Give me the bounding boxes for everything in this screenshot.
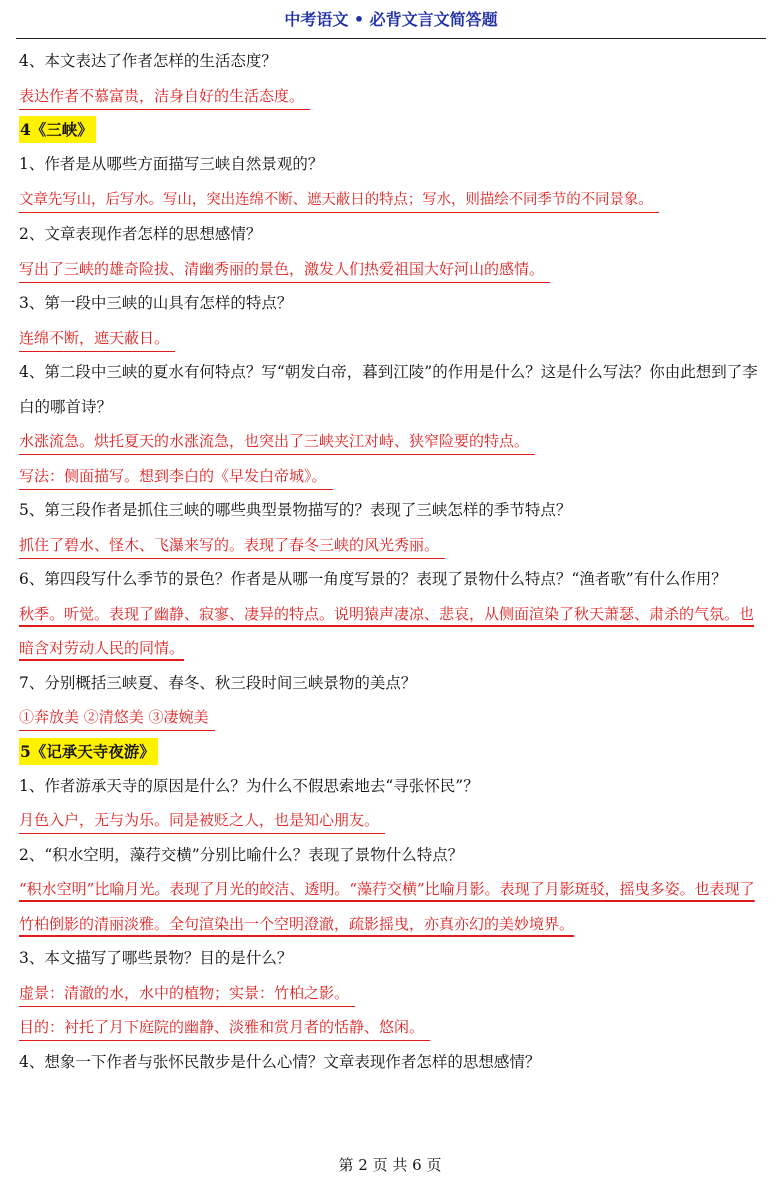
section-title — [19, 113, 767, 147]
header-title: 中考语文 • 必背文言文简答题 — [284, 10, 498, 29]
section-title-text: 5《记承天寺夜游》 — [19, 738, 158, 765]
question: 5、第三段作者是抓住三峡的哪些典型景物描写的？表现了三峡怎样的季节特点？ — [19, 501, 572, 519]
question: 2、文章表现作者怎样的思想感情？ — [19, 225, 262, 243]
answer — [19, 321, 767, 356]
answer-text: 抓住了碧水、怪木、飞瀑来写的。表现了春冬三峡的风光秀丽。 — [19, 536, 445, 559]
answer — [19, 182, 767, 218]
question: 1、作者是从哪些方面描写三峡自然景观的？ — [19, 155, 324, 173]
page-footer — [0, 1154, 780, 1175]
answer — [19, 1010, 767, 1045]
page-header — [16, 0, 766, 39]
question: 4、本文表达了作者怎样的生活态度？ — [19, 52, 277, 70]
section-title — [19, 735, 767, 769]
question: 6、第四段写什么季节的景色？作者是从哪一角度写景的？表现了景物什么特点？“渔者歌”有什么作用？ — [19, 570, 727, 588]
answer — [19, 976, 767, 1011]
question: 3、第一段中三峡的山具有怎样的特点？ — [19, 294, 293, 312]
question: 4、想象一下作者与张怀民散步是什么心情？文章表现作者怎样的思想感情？ — [19, 1052, 541, 1071]
question: 2、“积水空明，藻荇交横”分别比喻什么？表现了景物什么特点？ — [19, 845, 464, 864]
question: 3、本文描写了哪些景物？目的是什么？ — [19, 949, 293, 967]
answer — [19, 79, 767, 114]
document-body — [19, 44, 767, 1079]
answer-text: “积水空明”比喻月光。表现了月光的皎洁、透明。“藻荇交横”比喻月影。表现了月影斑驳，摇曳多姿。也表现了竹柏倒影的清丽淡雅。全句渲染出一个空明澄澈，疏影摇曳，亦真亦幻的美妙境界。 — [19, 880, 755, 933]
answer-text: 写出了三峡的雄奇险拔、清幽秀丽的景色，激发人们热爱祖国大好河山的感情。 — [19, 260, 550, 283]
answer — [19, 597, 767, 666]
question: 7、分别概括三峡夏、春冬、秋三段时间三峡景物的美点？ — [19, 673, 417, 692]
answer — [19, 424, 767, 459]
answer-text: 连绵不断，遮天蔽日。 — [19, 329, 175, 352]
question: 4、第二段中三峡的夏水有何特点？写“朝发白帝，暮到江陵”的作用是什么？这是什么写法？你由此想到了李白的哪首诗？ — [19, 363, 758, 416]
answer — [19, 700, 767, 735]
answer-text: 秋季。听觉。表现了幽静、寂寥、凄异的特点。说明猿声凄凉、悲哀，从侧面渲染了秋天萧瑟、肃杀的气氛。也暗含对劳动人民的同情。 — [19, 604, 755, 657]
answer — [19, 459, 767, 494]
page-number: 第 2 页 共 6 页 — [338, 1156, 442, 1174]
answer-text: 虚景：清澈的水，水中的植物；实景：竹柏之影。 — [19, 984, 355, 1007]
answer-text: 月色入户，无与为乐。同是被贬之人，也是知心朋友。 — [19, 811, 385, 834]
answer — [19, 872, 767, 941]
answer — [19, 803, 767, 838]
answer-text: 写法：侧面描写。想到李白的《早发白帝城》。 — [19, 467, 333, 490]
answer-text: 表达作者不慕富贵，洁身自好的生活态度。 — [19, 87, 310, 110]
answer — [19, 252, 767, 287]
section-title-text: 4《三峡》 — [19, 116, 96, 143]
answer-text: 目的：衬托了月下庭院的幽静、淡雅和赏月者的恬静、悠闲。 — [19, 1018, 430, 1041]
answer-text: 文章先写山，后写水。写山，突出连绵不断、遮天蔽日的特点；写水，则描绘不同季节的不同景象。 — [19, 192, 659, 213]
question: 1、作者游承天寺的原因是什么？为什么不假思索地去“寻张怀民”？ — [19, 776, 479, 795]
answer-text: 水涨流急。烘托夏天的水涨流急，也突出了三峡夹江对峙、狭窄险要的特点。 — [19, 432, 535, 455]
answer-text: ①奔放美 ②清悠美 ③凄婉美 — [19, 708, 215, 731]
answer — [19, 528, 767, 563]
